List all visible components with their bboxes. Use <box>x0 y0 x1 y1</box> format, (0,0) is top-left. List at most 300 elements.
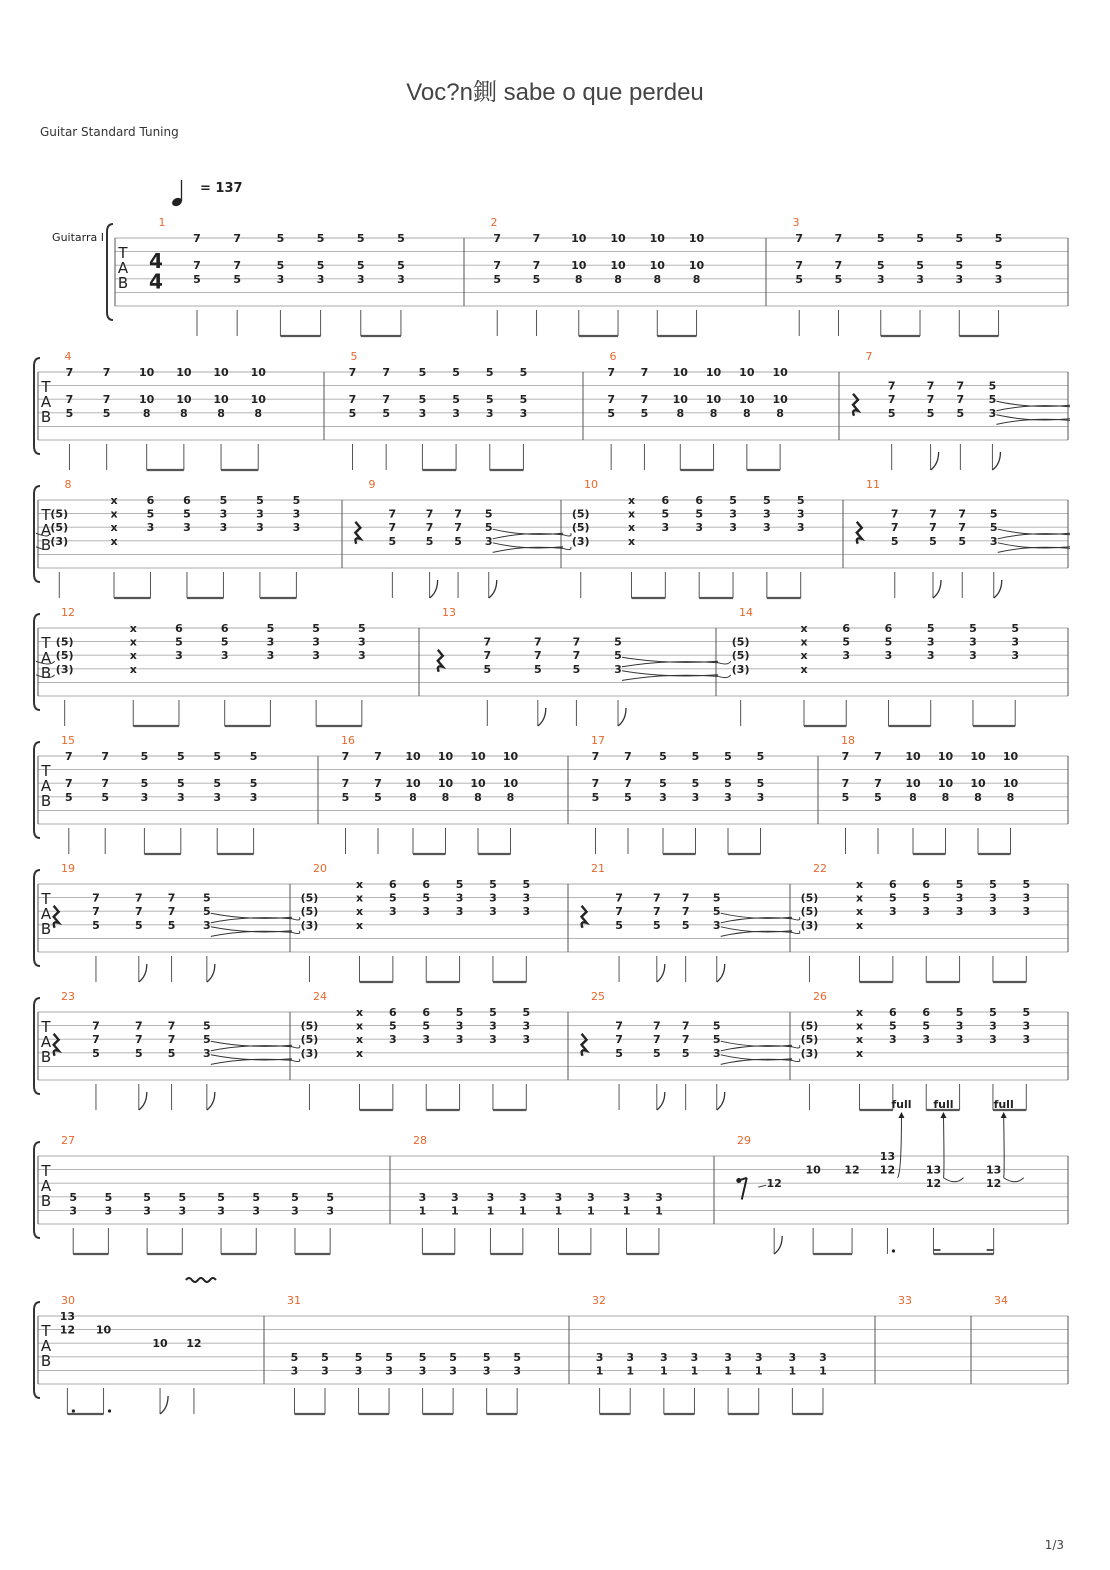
fret-number: x <box>129 649 137 663</box>
fret-number: 5 <box>146 507 155 521</box>
fret-number: 3 <box>796 507 805 521</box>
fret-number: 7 <box>956 379 965 393</box>
fret-number: (5) <box>800 905 819 919</box>
note-chord <box>995 232 1003 336</box>
dot-augmentation <box>72 1409 75 1412</box>
fret-number: 8 <box>692 272 701 286</box>
fret-number: x <box>627 534 636 548</box>
measure-3 <box>793 216 1003 336</box>
fret-number: 5 <box>316 232 325 245</box>
fret-number: 10 <box>1002 777 1019 791</box>
note-chord <box>321 1351 329 1414</box>
fret-number: 3 <box>354 1364 363 1378</box>
fret-number: 3 <box>485 406 494 420</box>
fret-number: 3 <box>916 272 924 286</box>
note-chord <box>451 1191 459 1254</box>
fret-number: 7 <box>681 1033 690 1047</box>
fret-number: 7 <box>341 750 350 763</box>
bar-number: 10 <box>584 478 598 491</box>
fret-number: 3 <box>422 1033 431 1047</box>
fret-number: 5 <box>397 232 405 245</box>
fret-number: 10 <box>970 750 986 763</box>
note-chord <box>389 878 397 982</box>
fret-number: 5 <box>763 494 771 507</box>
fret-number: 5 <box>389 891 397 905</box>
fret-number: 5 <box>143 1190 151 1204</box>
measure-19 <box>54 862 292 982</box>
fret-number: x <box>627 494 636 507</box>
fret-number: 7 <box>681 1019 690 1033</box>
fret-number: 5 <box>712 1019 721 1033</box>
fret-number: 3 <box>729 521 737 535</box>
fret-number: 5 <box>326 1190 334 1204</box>
fret-number: 7 <box>956 393 965 407</box>
note-chord <box>958 508 966 598</box>
tie-arc <box>721 918 792 923</box>
fret-number: 5 <box>922 1019 931 1033</box>
note-chord <box>135 892 147 982</box>
note-chord <box>534 636 546 726</box>
fret-number: 3 <box>756 790 765 804</box>
bar-number: 34 <box>994 1294 1008 1307</box>
fret-number: 3 <box>482 1364 491 1378</box>
fret-number: 5 <box>572 662 581 676</box>
fret-number: (5) <box>300 1033 319 1047</box>
fret-number: x <box>110 507 118 521</box>
fret-number: 5 <box>418 1350 427 1364</box>
note-chord <box>955 232 963 336</box>
fret-number: 5 <box>969 622 977 635</box>
note-chord <box>422 878 430 982</box>
fret-number: 7 <box>533 635 542 649</box>
measure-22 <box>788 862 1030 982</box>
fret-number: 3 <box>587 1190 595 1204</box>
fret-number: 8 <box>709 406 718 420</box>
fret-number: (5) <box>571 521 590 535</box>
note-chord <box>957 380 965 470</box>
fret-number: 6 <box>183 494 191 507</box>
fret-number: 5 <box>203 1019 211 1033</box>
fret-number: 3 <box>143 1204 151 1218</box>
note-chord <box>592 750 600 854</box>
fret-number: x <box>129 635 137 649</box>
fret-number: 6 <box>922 1006 931 1019</box>
fret-number: 7 <box>890 507 899 521</box>
note-chord <box>203 1020 215 1110</box>
fret-number: 5 <box>102 406 111 420</box>
fret-number: 3 <box>1011 649 1020 663</box>
fret-number: 3 <box>922 905 931 919</box>
note-chord <box>454 508 462 598</box>
note-chord <box>252 1191 260 1254</box>
fret-number: 7 <box>348 393 357 407</box>
fret-number: 1 <box>450 1204 459 1218</box>
fret-number: 3 <box>176 790 185 804</box>
fret-number: 6 <box>389 878 397 891</box>
fret-number: 5 <box>958 534 967 548</box>
fret-number: x <box>355 1033 364 1047</box>
fret-number: 7 <box>493 232 502 245</box>
note-chord <box>1003 750 1019 854</box>
fret-number: 5 <box>795 272 804 286</box>
fret-number: 3 <box>889 1033 897 1047</box>
tab-clef-letter: A <box>40 905 52 923</box>
note-chord <box>419 1191 427 1254</box>
fret-number: 5 <box>485 366 494 379</box>
measure-5 <box>349 350 528 470</box>
fret-number: 3 <box>358 635 366 649</box>
fret-number: 3 <box>842 649 851 663</box>
eighth-flag <box>774 1236 782 1254</box>
note-chord <box>152 1337 168 1414</box>
note-chord <box>655 1191 663 1254</box>
note-chord <box>105 1191 113 1254</box>
eighth-rest-stem <box>742 1178 747 1200</box>
measure-4 <box>65 350 267 470</box>
fret-number: 5 <box>290 1350 299 1364</box>
note-chord <box>889 1006 897 1110</box>
note-chord <box>141 750 149 854</box>
note-chord <box>800 622 807 726</box>
fret-number: 8 <box>441 790 450 804</box>
fret-number: 3 <box>1022 905 1031 919</box>
bar-number: 29 <box>737 1134 751 1147</box>
fret-number: 3 <box>418 1364 427 1378</box>
note-chord <box>293 494 301 598</box>
fret-number: 1 <box>655 1204 663 1218</box>
note-chord <box>470 750 486 854</box>
fret-number: 5 <box>615 918 623 932</box>
fret-number: 3 <box>659 790 667 804</box>
song-title: Voc?n鍘 sabe o que perdeu <box>406 79 704 106</box>
note-chord <box>301 1020 319 1110</box>
note-chord <box>483 1351 491 1414</box>
measure-28 <box>413 1134 663 1254</box>
fret-number: (5) <box>300 1019 319 1033</box>
fret-number: 5 <box>452 393 460 407</box>
fret-number: 5 <box>316 259 325 273</box>
fret-number: 7 <box>134 891 143 905</box>
tab-clef-letter: A <box>40 521 52 539</box>
fret-number: 8 <box>653 272 662 286</box>
tab-clef-letter: T <box>41 762 51 780</box>
fret-number: 3 <box>989 534 998 548</box>
measure-13 <box>438 606 718 726</box>
fret-number: 3 <box>489 1033 497 1047</box>
fret-number: 5 <box>489 1006 497 1019</box>
fret-number: 5 <box>213 777 222 791</box>
fret-number: 7 <box>533 649 542 663</box>
note-chord <box>927 380 939 470</box>
fret-number: 3 <box>614 662 622 676</box>
fret-number: 7 <box>92 1033 100 1047</box>
tab-clef-letter: A <box>40 649 52 667</box>
bar-number: 33 <box>898 1294 912 1307</box>
fret-number: 3 <box>522 905 531 919</box>
fret-number: 7 <box>841 777 850 791</box>
measure-18 <box>841 734 1018 854</box>
fret-number: 5 <box>203 905 211 919</box>
fret-number: 7 <box>615 1033 623 1047</box>
note-chord <box>795 232 803 336</box>
fret-number: 7 <box>134 905 143 919</box>
fret-number: 10 <box>437 750 454 763</box>
note-chord <box>135 1020 147 1110</box>
fret-number: 7 <box>233 259 241 273</box>
note-chord <box>277 232 285 336</box>
fret-number: 7 <box>652 1033 661 1047</box>
fret-number: 1 <box>622 1204 631 1218</box>
fret-number: 10 <box>705 393 722 407</box>
fret-number: 3 <box>321 1364 329 1378</box>
fret-number: 8 <box>614 272 622 286</box>
system-bracket <box>107 224 113 320</box>
fret-number: 5 <box>724 777 732 791</box>
fret-number: 5 <box>929 534 937 548</box>
fret-number: 7 <box>425 507 434 521</box>
eighth-flag <box>931 452 939 470</box>
fret-number: 10 <box>213 366 229 379</box>
fret-number: 5 <box>358 622 366 635</box>
fret-number: 5 <box>183 507 191 521</box>
fret-number: 3 <box>146 521 155 535</box>
note-chord <box>326 1191 334 1254</box>
note-chord <box>673 366 689 470</box>
fret-number: 3 <box>489 905 497 919</box>
tie-arc <box>211 931 292 936</box>
note-chord <box>291 1191 299 1254</box>
fret-number: 10 <box>470 777 486 791</box>
fret-number: 7 <box>388 521 397 535</box>
fret-number: 3 <box>203 1046 211 1060</box>
note-chord <box>926 1098 964 1254</box>
bend-arrow <box>898 1112 904 1118</box>
fret-number: 5 <box>266 622 275 635</box>
fret-number: 5 <box>712 891 721 905</box>
fret-number: 1 <box>418 1204 427 1218</box>
release-curve <box>1004 1178 1024 1182</box>
fret-number: 5 <box>955 878 964 891</box>
fret-number: 5 <box>175 635 183 649</box>
fret-number: 7 <box>841 750 850 763</box>
tie-arc <box>721 1046 792 1051</box>
fret-number: 10 <box>152 1337 168 1351</box>
fret-number: 1 <box>754 1364 763 1378</box>
fret-number: 7 <box>92 1019 100 1033</box>
note-chord <box>755 1351 763 1414</box>
fret-number: 5 <box>418 393 427 407</box>
measure-8 <box>36 478 300 598</box>
tie-arc <box>211 918 292 923</box>
note-chord <box>789 1351 797 1414</box>
fret-number: 5 <box>249 777 258 791</box>
fret-number: 13 <box>986 1163 1002 1177</box>
fret-number: 5 <box>624 790 632 804</box>
fret-number: 5 <box>292 494 301 507</box>
bar-number: 16 <box>341 734 355 747</box>
fret-number: 7 <box>624 750 632 763</box>
fret-number: 5 <box>729 494 737 507</box>
fret-number: 5 <box>614 649 622 663</box>
fret-number: 7 <box>193 232 201 245</box>
fret-number: (3) <box>571 534 590 548</box>
note-chord <box>356 878 363 982</box>
note-chord <box>905 750 921 854</box>
note-chord <box>317 232 325 336</box>
note-chord <box>956 1006 964 1110</box>
fret-number: 5 <box>140 750 149 763</box>
note-chord <box>522 878 530 982</box>
measure-27 <box>61 1134 334 1254</box>
fret-number: x <box>855 1006 864 1019</box>
fret-number: 5 <box>691 750 700 763</box>
note-chord <box>130 622 137 726</box>
fret-number: 5 <box>356 259 365 273</box>
fret-number: 5 <box>988 379 997 393</box>
note-chord <box>397 232 405 336</box>
fret-number: (3) <box>300 1046 319 1060</box>
tab-clef-letter: B <box>40 920 52 938</box>
fret-number: 5 <box>276 232 285 245</box>
eighth-flag <box>489 580 497 598</box>
fret-number: 3 <box>455 905 464 919</box>
note-chord <box>213 750 221 854</box>
bar-number: 28 <box>413 1134 427 1147</box>
fret-number: 10 <box>937 750 954 763</box>
fret-number: 3 <box>69 1204 78 1218</box>
fret-number: 7 <box>167 891 176 905</box>
fret-number: 5 <box>454 534 462 548</box>
note-chord <box>92 892 100 982</box>
fret-number: 7 <box>607 393 615 407</box>
fret-number: 5 <box>1011 622 1020 635</box>
fret-number: 5 <box>217 1190 225 1204</box>
fret-number: 12 <box>59 1323 76 1337</box>
note-chord <box>92 1020 100 1110</box>
fret-number: 3 <box>622 1190 631 1204</box>
fret-number: 7 <box>382 393 390 407</box>
fret-number: 3 <box>422 905 431 919</box>
note-chord <box>456 1006 464 1110</box>
fret-number: 5 <box>681 918 690 932</box>
note-chord <box>422 1006 430 1110</box>
fret-number: 5 <box>418 366 427 379</box>
fret-number: 5 <box>176 777 185 791</box>
note-chord <box>217 1191 225 1254</box>
note-chord <box>614 636 626 726</box>
bar-number: 23 <box>61 990 75 1003</box>
bend-arrow <box>940 1112 946 1118</box>
fret-number: (5) <box>800 1019 819 1033</box>
page-number: 1/3 <box>1044 1538 1064 1552</box>
note-chord <box>922 878 930 982</box>
fret-number: 3 <box>988 406 997 420</box>
bar-number: 11 <box>866 478 880 491</box>
fret-number: 8 <box>254 406 263 420</box>
fret-number: 3 <box>450 1190 459 1204</box>
fret-number: 6 <box>146 494 155 507</box>
fret-number: 3 <box>712 1046 721 1060</box>
release-curve <box>943 1178 963 1182</box>
tie-arc <box>998 547 1070 552</box>
measure-12 <box>36 606 366 726</box>
fret-number: 7 <box>958 521 967 535</box>
eighth-flag <box>992 452 1000 470</box>
fret-number: 3 <box>484 534 493 548</box>
fret-number: 7 <box>652 891 661 905</box>
fret-number: 5 <box>916 259 924 273</box>
bar-number: 14 <box>739 606 753 619</box>
measure-9 <box>355 478 563 598</box>
fret-number: 5 <box>955 232 964 245</box>
note-chord <box>456 878 464 982</box>
bar-number: 12 <box>61 606 75 619</box>
note-chord <box>103 366 111 470</box>
bar-number: 25 <box>591 990 605 1003</box>
fret-number: 3 <box>256 507 264 521</box>
note-chord <box>587 1191 595 1254</box>
fret-number: 5 <box>926 406 935 420</box>
fret-number: 7 <box>615 1019 623 1033</box>
fret-number: 3 <box>489 1019 497 1033</box>
tie-arc <box>622 662 718 667</box>
note-chord <box>650 232 666 336</box>
fret-number: 5 <box>69 1190 78 1204</box>
fret-number: 3 <box>486 1190 495 1204</box>
fret-number: 5 <box>449 1350 457 1364</box>
fret-number: 3 <box>989 1019 997 1033</box>
eighth-flag <box>657 964 665 982</box>
note-chord <box>626 1351 634 1414</box>
fret-number: 3 <box>691 790 700 804</box>
note-chord <box>659 750 667 854</box>
fret-number: x <box>355 918 364 932</box>
fret-number: 5 <box>522 1006 531 1019</box>
fret-number: (3) <box>800 1046 819 1060</box>
measure-14 <box>714 606 1019 726</box>
bar-number: 27 <box>61 1134 75 1147</box>
fret-number: 7 <box>341 777 350 791</box>
fret-number: 7 <box>615 891 623 905</box>
note-chord <box>168 892 176 982</box>
fret-number: 5 <box>388 534 397 548</box>
note-chord <box>389 1006 397 1110</box>
measure-30 <box>60 1278 216 1414</box>
fret-number: 5 <box>385 1350 393 1364</box>
fret-number: 5 <box>348 406 357 420</box>
fret-number: x <box>355 878 364 891</box>
bar-number: 32 <box>592 1294 606 1307</box>
fret-number: 5 <box>989 1006 997 1019</box>
fret-number: x <box>855 1019 864 1033</box>
tie-arc <box>493 534 563 539</box>
fret-number: 5 <box>455 1006 464 1019</box>
fret-number: 10 <box>250 393 266 407</box>
fret-number: 1 <box>486 1204 495 1218</box>
fret-number: 10 <box>1002 750 1019 763</box>
fret-number: 5 <box>203 891 211 905</box>
note-chord <box>389 508 397 598</box>
note-chord <box>724 1351 732 1414</box>
fret-number: 5 <box>140 777 149 791</box>
fret-number: 3 <box>276 272 285 286</box>
fret-number: 10 <box>571 259 587 273</box>
fret-number: 3 <box>418 406 427 420</box>
fret-number: 3 <box>969 635 977 649</box>
measure-26 <box>788 990 1030 1110</box>
fret-number: 12 <box>879 1163 896 1177</box>
note-chord <box>374 750 382 854</box>
